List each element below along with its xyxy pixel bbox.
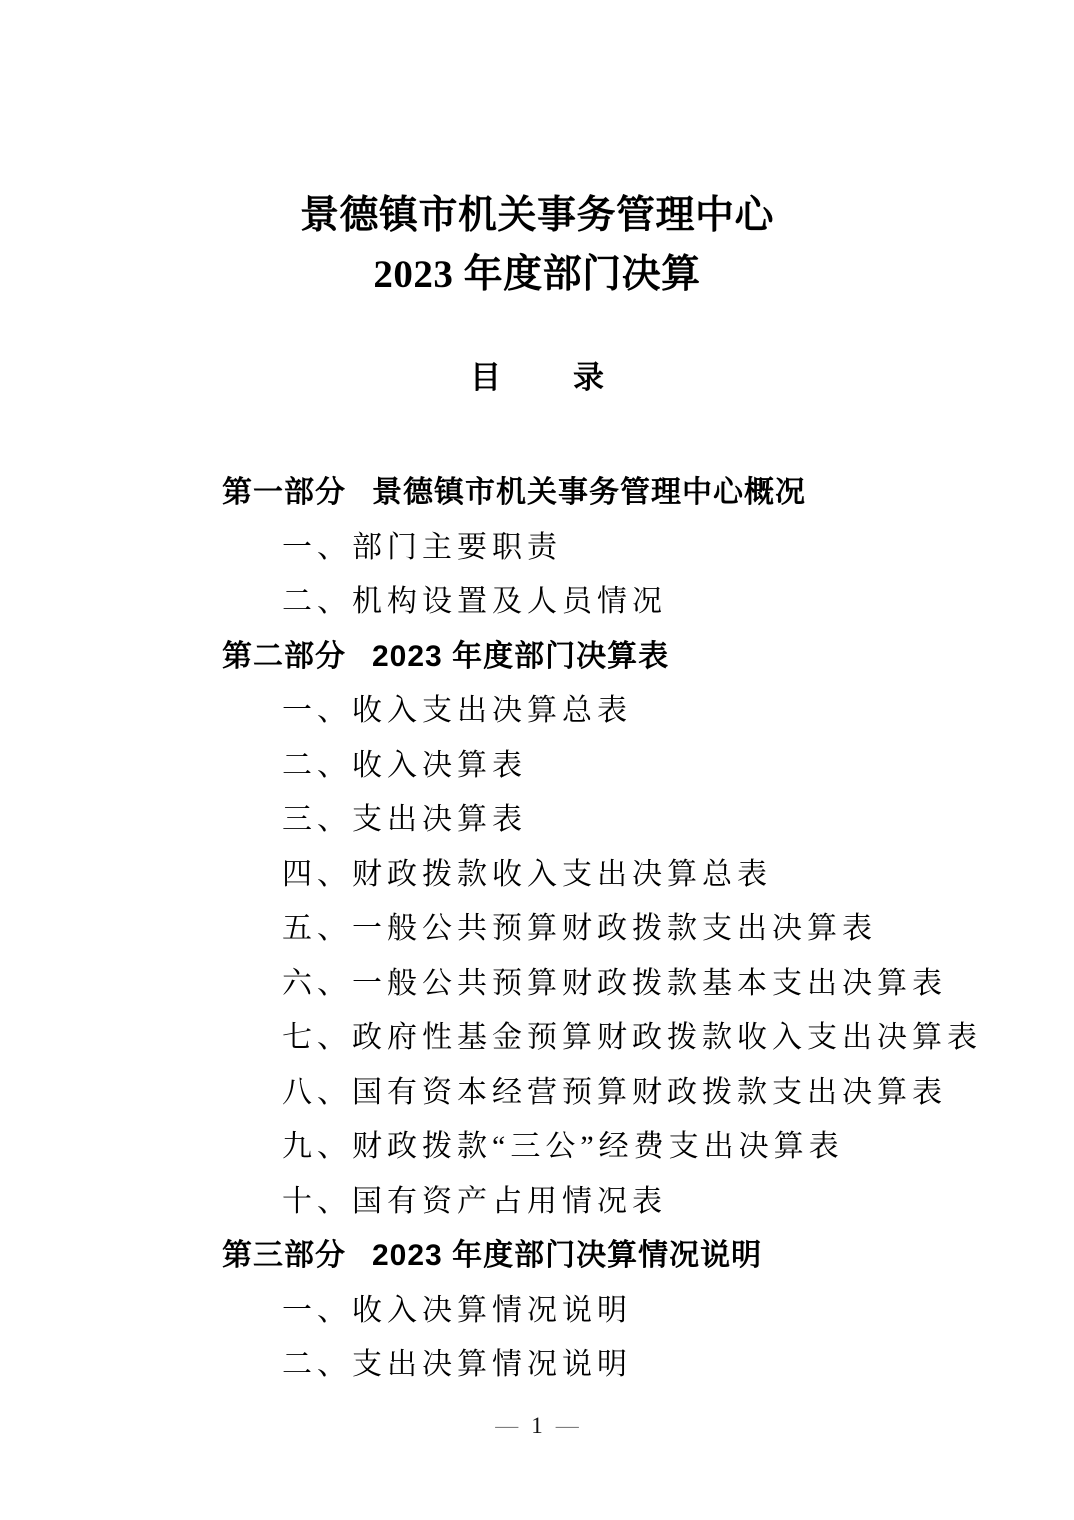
- toc-item-row: 九、财政拨款“三公”经费支出决算表: [282, 1130, 844, 1163]
- toc-list: [0, 466, 1074, 1393]
- toc-section-label: 第三部分: [222, 1239, 346, 1272]
- toc-section-title: 景德镇市机关事务管理中心概况: [372, 476, 806, 509]
- footer-dash-left: —: [495, 1413, 519, 1438]
- toc-section-row: [0, 466, 1074, 521]
- toc-item-row: 一、收入支出决算总表: [282, 694, 632, 727]
- document-title: [0, 186, 1074, 304]
- toc-section-title: 2023 年度部门决算表: [372, 639, 670, 673]
- toc-item-row: 一、部门主要职责: [282, 530, 562, 564]
- toc-item-row: 三、支出决算表: [282, 803, 527, 836]
- toc-heading: 目录: [470, 360, 676, 395]
- toc-item-row: 五、一般公共预算财政拨款支出决算表: [282, 912, 877, 945]
- document-title-line1: 景德镇市机关事务管理中心: [299, 194, 774, 237]
- toc-item-row: 十、国有资产占用情况表: [282, 1184, 667, 1218]
- document-title-line2: 2023 年度部门决算: [373, 253, 701, 296]
- toc-item-row: 八、国有资本经营预算财政拨款支出决算表: [282, 1075, 947, 1109]
- page-footer: [0, 1410, 1074, 1442]
- toc-section-row: [0, 1229, 1074, 1284]
- toc-item-row: 四、财政拨款收入支出决算总表: [282, 857, 772, 891]
- toc-item-row: 二、支出决算情况说明: [282, 1348, 632, 1381]
- toc-section-label: 第一部分: [222, 476, 346, 509]
- footer-dash-right: —: [555, 1413, 579, 1438]
- page-number: 1: [531, 1413, 543, 1438]
- toc-section-row: [0, 630, 1074, 685]
- toc-item-row: 六、一般公共预算财政拨款基本支出决算表: [282, 966, 947, 1000]
- toc-item-row: 二、收入决算表: [282, 748, 527, 782]
- toc-item-row: 七、政府性基金预算财政拨款收入支出决算表: [282, 1021, 982, 1054]
- toc-item-row: 二、机构设置及人员情况: [282, 585, 667, 618]
- toc-item-row: 一、收入决算情况说明: [282, 1293, 632, 1327]
- toc-section-label: 第二部分: [222, 639, 346, 673]
- toc-section-title: 2023 年度部门决算情况说明: [372, 1239, 763, 1272]
